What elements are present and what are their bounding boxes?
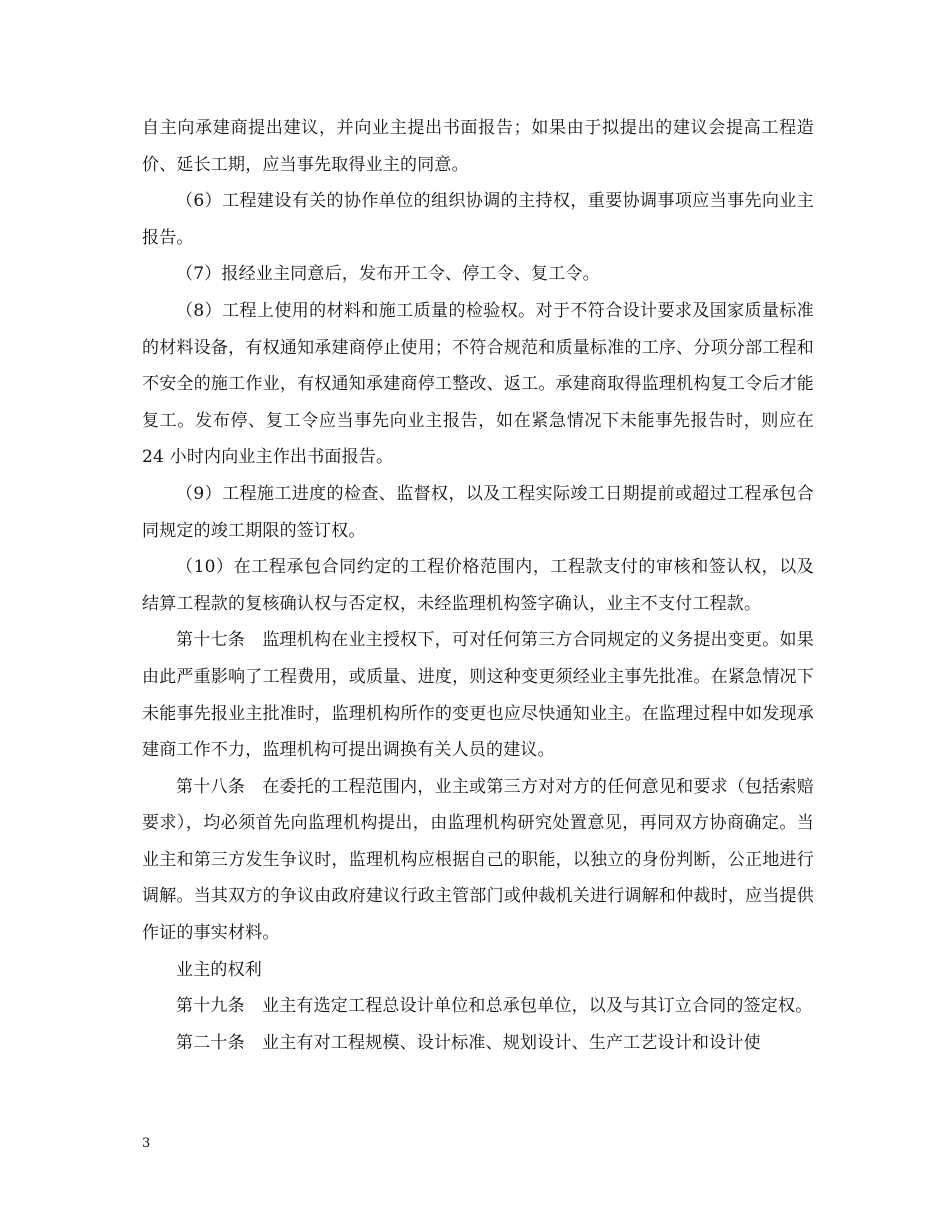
- paragraph: 业主的权利: [176, 959, 262, 980]
- paragraph: 第二十条 业主有对工程规模、设计标准、规划设计、生产工艺设计和设计使: [176, 1032, 761, 1053]
- paragraph: （6）工程建设有关的协作单位的组织协调的主持权，重要协调事项应当事先向业主报告。: [142, 191, 814, 248]
- paragraph: 自主向承建商提出建议，并向业主提出书面报告；如果由于拟提出的建议会提高工程造价、延长工期，应当事先取得业主的同意。: [142, 118, 814, 175]
- paragraph: 第十八条 在委托的工程范围内，业主或第三方对对方的任何意见和要求（包括索赔要求），均必须首先向监理机构提出，由监理机构研究处置意见，再同双方协商确定。当业主和第三方发生争议时，监理机构应根据自己的职能，以独立的身份判断，公正地进行调解。当其双方的争议由政府建议行政主管部门或仲裁机关进行调解和仲裁时，应当提供作证的事实材料。: [142, 776, 814, 944]
- paragraph: （10）在工程承包合同约定的工程价格范围内，工程款支付的审核和签认权，以及结算工程款的复核确认权与否定权，未经监理机构签字确认，业主不支付工程款。: [142, 557, 814, 614]
- page-number: 3: [142, 1136, 151, 1151]
- document-body: [142, 110, 814, 1061]
- paragraph: （9）工程施工进度的检查、监督权，以及工程实际竣工日期提前或超过工程承包合同规定的竣工期限的签订权。: [142, 483, 814, 541]
- paragraph: 第十九条 业主有选定工程总设计单位和总承包单位，以及与其订立合同的签定权。: [176, 996, 813, 1017]
- paragraph: （8）工程上使用的材料和施工质量的检验权。对于不符合设计要求及国家质量标准的材料设备，有权通知承建商停止使用；不符合规范和质量标准的工序、分项分部工程和不安全的施工作业，有权通知承建商停工整改、返工。承建商取得监理机构复工令后才能复工。发布停、复工令应当事先向业主报告，如在紧急情况下未能事先报告时，则应在 24 小时内向业主作出书面报告。: [142, 300, 814, 468]
- paragraph: 第十七条 监理机构在业主授权下，可对任何第三方合同规定的义务提出变更。如果由此严重影响了工程费用，或质量、进度，则这种变更须经业主事先批准。在紧急情况下未能事先报业主批准时，监理机构所作的变更也应尽快通知业主。在监理过程中如发现承建商工作不力，监理机构可提出调换有关人员的建议。: [142, 630, 814, 761]
- paragraph: （7）报经业主同意后，发布开工令、停工令、复工令。: [176, 264, 600, 285]
